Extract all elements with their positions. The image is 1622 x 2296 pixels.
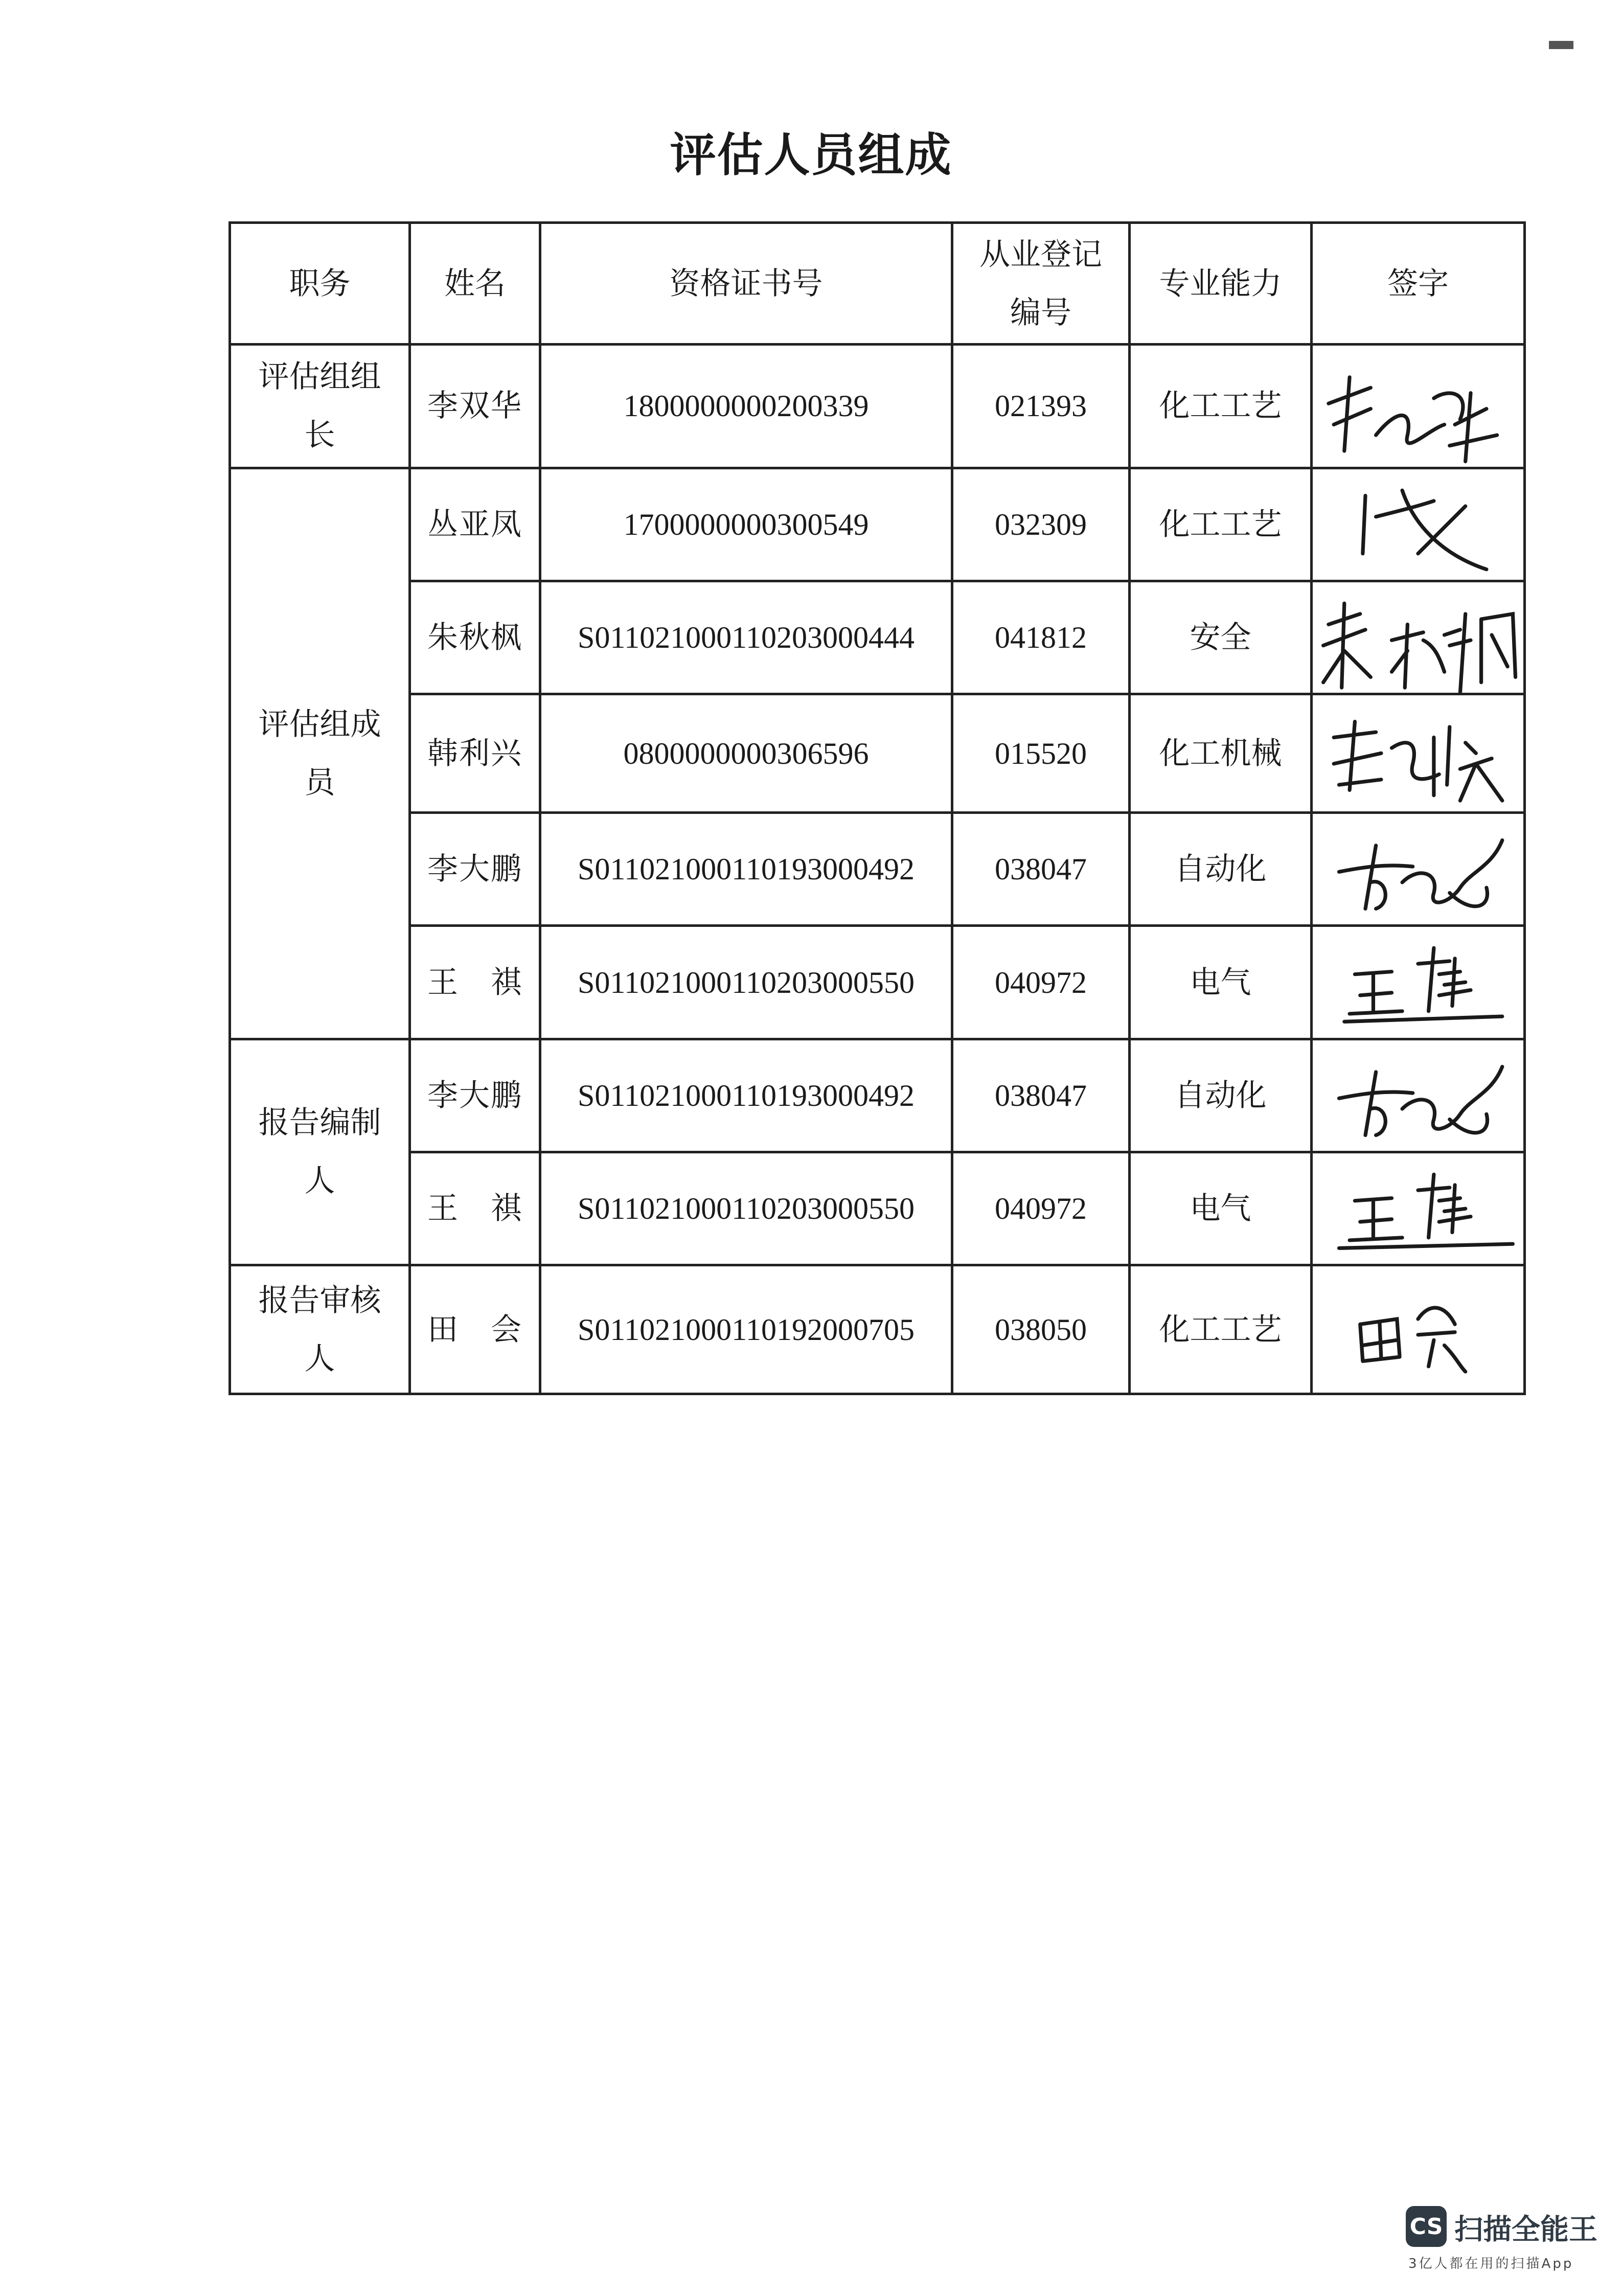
skill-cell: 化工工艺 xyxy=(1130,468,1312,581)
signature-cell xyxy=(1312,1152,1525,1265)
skill-cell: 电气 xyxy=(1130,926,1312,1039)
skill-cell: 安全 xyxy=(1130,581,1312,694)
header-reg xyxy=(952,223,1130,345)
signature-li-shuanghua xyxy=(1313,346,1523,467)
header-row xyxy=(230,223,1525,345)
reg-cell: 040972 xyxy=(952,1152,1130,1265)
header-sign: 签字 xyxy=(1312,223,1525,345)
signature-cell xyxy=(1312,813,1525,926)
signature-cong-yafeng xyxy=(1313,469,1523,580)
role-writer xyxy=(230,1039,410,1265)
name-cell: 王 祺 xyxy=(410,926,540,1039)
table-row xyxy=(230,1265,1525,1394)
header-skill: 专业能力 xyxy=(1130,223,1312,345)
header-role: 职务 xyxy=(230,223,410,345)
table-row xyxy=(230,581,1525,694)
cert-cell: 1800000000200339 xyxy=(540,345,952,468)
reg-cell: 032309 xyxy=(952,468,1130,581)
reg-cell: 015520 xyxy=(952,694,1130,813)
role-members-text: 评估组成员 xyxy=(258,706,381,801)
signature-li-dapeng xyxy=(1313,1040,1523,1151)
watermark-app-name: 扫描全能王 xyxy=(1454,2213,1597,2246)
table-row xyxy=(230,1152,1525,1265)
cert-cell: 0800000000306596 xyxy=(540,694,952,813)
signature-cell xyxy=(1312,468,1525,581)
cert-cell: S011021000110193000492 xyxy=(540,1039,952,1152)
skill-cell: 化工工艺 xyxy=(1130,1265,1312,1394)
signature-li-dapeng xyxy=(1313,814,1523,924)
cert-cell: 1700000000300549 xyxy=(540,468,952,581)
reg-cell: 021393 xyxy=(952,345,1130,468)
name-cell: 韩利兴 xyxy=(410,694,540,813)
table-row xyxy=(230,468,1525,581)
cert-cell: S011021000110193000492 xyxy=(540,813,952,926)
signature-zhu-qiufeng xyxy=(1313,582,1523,693)
signature-tian-hui xyxy=(1313,1266,1523,1393)
signature-cell xyxy=(1312,926,1525,1039)
skill-cell: 化工工艺 xyxy=(1130,345,1312,468)
name-cell: 李双华 xyxy=(410,345,540,468)
role-reviewer-text: 报告审核人 xyxy=(258,1282,381,1377)
name-cell: 李大鹏 xyxy=(410,813,540,926)
role-writer-text: 报告编制人 xyxy=(258,1105,381,1199)
table-row xyxy=(230,813,1525,926)
cert-cell: S011021000110192000705 xyxy=(540,1265,952,1394)
header-name: 姓名 xyxy=(410,223,540,345)
reg-cell: 040972 xyxy=(952,926,1130,1039)
reg-cell: 038047 xyxy=(952,1039,1130,1152)
scanner-app-watermark xyxy=(1398,2196,1603,2283)
table-row xyxy=(230,345,1525,468)
role-leader-text: 评估组组长 xyxy=(258,359,381,453)
reg-cell: 041812 xyxy=(952,581,1130,694)
cert-cell: S011021000110203000444 xyxy=(540,581,952,694)
scan-corner-mark xyxy=(1549,41,1573,49)
signature-han-lixing xyxy=(1313,695,1523,811)
role-leader xyxy=(230,345,410,468)
cert-cell: S011021000110203000550 xyxy=(540,1152,952,1265)
cert-cell: S011021000110203000550 xyxy=(540,926,952,1039)
name-cell: 田 会 xyxy=(410,1265,540,1394)
skill-cell: 自动化 xyxy=(1130,813,1312,926)
table-row xyxy=(230,694,1525,813)
staff-table xyxy=(229,221,1526,1395)
role-members xyxy=(230,468,410,1039)
name-cell: 朱秋枫 xyxy=(410,581,540,694)
name-cell: 丛亚凤 xyxy=(410,468,540,581)
name-cell: 李大鹏 xyxy=(410,1039,540,1152)
name-cell: 王 祺 xyxy=(410,1152,540,1265)
skill-cell: 电气 xyxy=(1130,1152,1312,1265)
table-row xyxy=(230,926,1525,1039)
watermark-tagline: 3亿人都在用的扫描App xyxy=(1408,2256,1574,2271)
header-reg-text: 从业登记编号 xyxy=(979,236,1102,331)
signature-cell xyxy=(1312,1265,1525,1394)
header-cert: 资格证书号 xyxy=(540,223,952,345)
cs-logo-icon: CS xyxy=(1406,2206,1447,2247)
signature-cell xyxy=(1312,694,1525,813)
skill-cell: 自动化 xyxy=(1130,1039,1312,1152)
signature-cell xyxy=(1312,345,1525,468)
table-row xyxy=(230,1039,1525,1152)
signature-wang-qi xyxy=(1313,927,1523,1037)
page-title: 评估人员组成 xyxy=(670,128,952,182)
role-reviewer xyxy=(230,1265,410,1394)
reg-cell: 038047 xyxy=(952,813,1130,926)
signature-wang-qi xyxy=(1313,1153,1523,1264)
skill-cell: 化工机械 xyxy=(1130,694,1312,813)
signature-cell xyxy=(1312,581,1525,694)
signature-cell xyxy=(1312,1039,1525,1152)
reg-cell: 038050 xyxy=(952,1265,1130,1394)
